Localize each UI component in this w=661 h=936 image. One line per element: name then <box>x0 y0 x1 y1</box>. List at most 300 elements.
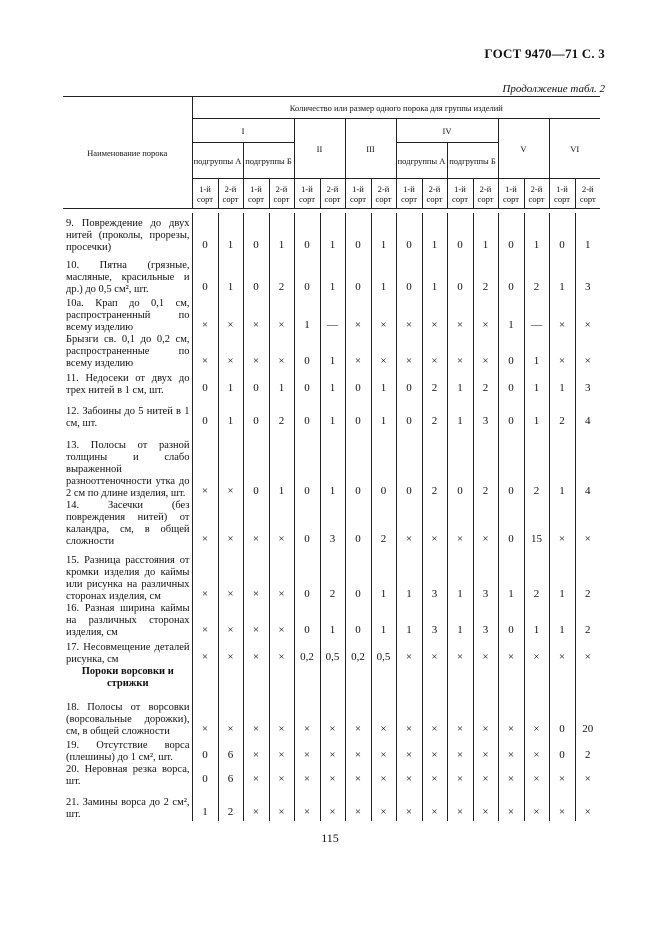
value-cell: 1 <box>320 213 345 254</box>
subgroup-B-header: подгруппы Б <box>243 143 294 179</box>
value-cell: × <box>422 296 447 334</box>
table-row <box>63 254 600 296</box>
value-cell: × <box>320 738 345 764</box>
value-cell: 0 <box>447 213 473 254</box>
table-row <box>63 213 600 254</box>
value-cell: 2 <box>549 397 575 430</box>
value-cell: 2 <box>320 548 345 603</box>
value-cell: 3 <box>422 603 447 639</box>
value-cell: × <box>498 764 524 788</box>
value-cell: × <box>371 788 396 821</box>
value-cell: × <box>473 334 498 370</box>
value-cell: 0 <box>549 213 575 254</box>
grade-2-header: 2-й сорт <box>320 179 345 209</box>
value-cell: 3 <box>575 254 600 296</box>
value-cell: × <box>192 639 218 666</box>
table-row <box>63 500 600 548</box>
value-cell: 3 <box>473 603 498 639</box>
value-cell: × <box>269 548 294 603</box>
defect-name: Брызги св. 0,1 до 0,2 см, распространенные по всему изделию <box>66 334 190 369</box>
value-cell: 0 <box>396 254 422 296</box>
value-cell: × <box>549 500 575 548</box>
document-title: ГОСТ 9470—71 С. 3 <box>484 46 605 61</box>
defect-name: 10а. Крап до 0,1 см, распространенный по всему изделию <box>66 298 190 333</box>
value-cell: — <box>320 296 345 334</box>
value-cell: 0 <box>243 370 269 397</box>
value-cell: 1 <box>396 603 422 639</box>
value-cell: 0 <box>447 430 473 500</box>
value-cell: × <box>371 334 396 370</box>
value-cell: 3 <box>473 397 498 430</box>
value-cell: 0 <box>498 254 524 296</box>
value-cell: 2 <box>575 738 600 764</box>
defect-name: 12. Забоины до 5 нитей в 1 см, шт. <box>66 406 190 429</box>
value-cell: × <box>218 296 243 334</box>
value-cell: 2 <box>473 430 498 500</box>
grade-2-header: 2-й сорт <box>218 179 243 209</box>
value-cell: × <box>447 702 473 738</box>
value-cell: 4 <box>575 430 600 500</box>
value-cell: 0 <box>294 500 320 548</box>
value-cell: 1 <box>371 370 396 397</box>
value-cell: 0 <box>498 370 524 397</box>
subgroup-A-header: подгруппы А <box>396 143 447 179</box>
grade-2-header: 2-й сорт <box>575 179 600 209</box>
value-cell: 2 <box>575 548 600 603</box>
grade-1-header: 1-й сорт <box>243 179 269 209</box>
value-cell: × <box>447 500 473 548</box>
empty-cell <box>192 666 218 702</box>
value-cell: 1 <box>524 213 549 254</box>
value-cell: × <box>396 738 422 764</box>
table-row <box>63 334 600 370</box>
value-cell: 0 <box>192 370 218 397</box>
table-row <box>63 639 600 666</box>
table-row <box>63 296 600 334</box>
grade-1-header: 1-й сорт <box>447 179 473 209</box>
value-cell: 1 <box>218 254 243 296</box>
value-cell: 1 <box>524 603 549 639</box>
value-cell: × <box>524 639 549 666</box>
value-cell: × <box>524 764 549 788</box>
value-cell: × <box>218 430 243 500</box>
value-cell: 2 <box>269 254 294 296</box>
empty-cell <box>269 666 294 702</box>
value-cell: 1 <box>549 548 575 603</box>
value-cell: 2 <box>575 603 600 639</box>
value-cell: × <box>243 764 269 788</box>
value-cell: 1 <box>447 603 473 639</box>
value-cell: × <box>447 788 473 821</box>
value-cell: × <box>396 702 422 738</box>
value-cell: × <box>218 548 243 603</box>
value-cell: 1 <box>320 370 345 397</box>
value-cell: × <box>575 296 600 334</box>
value-cell: 6 <box>218 738 243 764</box>
value-cell: × <box>473 788 498 821</box>
value-cell: 1 <box>218 213 243 254</box>
value-cell: 1 <box>218 397 243 430</box>
value-cell: 1 <box>447 370 473 397</box>
value-cell: 1 <box>269 370 294 397</box>
value-cell: 2 <box>422 370 447 397</box>
value-cell: 1 <box>524 370 549 397</box>
value-cell: 2 <box>422 430 447 500</box>
empty-cell <box>422 666 447 702</box>
value-cell: 0 <box>345 548 371 603</box>
value-cell: × <box>269 738 294 764</box>
value-cell: × <box>320 788 345 821</box>
grade-1-header: 1-й сорт <box>498 179 524 209</box>
subgroup-A-header: подгруппы А <box>192 143 243 179</box>
section-heading: Пороки ворсовки и стрижки <box>81 666 174 689</box>
value-cell: 0 <box>192 738 218 764</box>
value-cell: 2 <box>524 430 549 500</box>
value-cell: × <box>447 296 473 334</box>
value-cell: 0 <box>396 370 422 397</box>
value-cell: 0 <box>294 213 320 254</box>
value-cell: × <box>345 764 371 788</box>
value-cell: × <box>294 702 320 738</box>
grade-2-header: 2-й сорт <box>269 179 294 209</box>
group-quantity-header: Количество или размер одного порока для группы изделий <box>192 97 600 119</box>
value-cell: 0 <box>294 430 320 500</box>
defect-name: 19. Отсутствие ворса (плешины) до 1 см², шт. <box>66 740 190 763</box>
value-cell: 1 <box>524 397 549 430</box>
grade-2-header: 2-й сорт <box>473 179 498 209</box>
value-cell: 15 <box>524 500 549 548</box>
value-cell: × <box>549 334 575 370</box>
value-cell: × <box>345 334 371 370</box>
value-cell: 0 <box>192 764 218 788</box>
value-cell: 20 <box>575 702 600 738</box>
value-cell: 1 <box>320 397 345 430</box>
value-cell: 0 <box>192 213 218 254</box>
value-cell: 0 <box>498 213 524 254</box>
value-cell: 1 <box>549 603 575 639</box>
group-II-header: II <box>294 119 345 179</box>
value-cell: × <box>269 334 294 370</box>
value-cell: × <box>371 702 396 738</box>
value-cell: × <box>192 334 218 370</box>
value-cell: × <box>396 788 422 821</box>
empty-cell <box>371 666 396 702</box>
page-number: 115 <box>321 831 339 845</box>
value-cell: 3 <box>422 548 447 603</box>
value-cell: 0,5 <box>371 639 396 666</box>
value-cell: × <box>396 764 422 788</box>
value-cell: 6 <box>218 764 243 788</box>
value-cell: 2 <box>371 500 396 548</box>
value-cell: 1 <box>498 296 524 334</box>
value-cell: 0 <box>345 254 371 296</box>
value-cell: × <box>549 639 575 666</box>
value-cell: × <box>294 764 320 788</box>
value-cell: × <box>192 500 218 548</box>
value-cell: × <box>549 296 575 334</box>
empty-cell <box>345 666 371 702</box>
empty-cell <box>243 666 269 702</box>
value-cell: × <box>269 788 294 821</box>
empty-cell <box>524 666 549 702</box>
grade-1-header: 1-й сорт <box>549 179 575 209</box>
value-cell: × <box>243 334 269 370</box>
value-cell: × <box>447 738 473 764</box>
value-cell: × <box>320 702 345 738</box>
empty-cell <box>473 666 498 702</box>
table-row <box>63 764 600 788</box>
value-cell: 1 <box>320 254 345 296</box>
group-I-header: I <box>192 119 294 143</box>
value-cell: × <box>422 738 447 764</box>
value-cell: 1 <box>396 548 422 603</box>
value-cell: 1 <box>269 213 294 254</box>
value-cell: 1 <box>320 334 345 370</box>
group-V-header: V <box>498 119 549 179</box>
value-cell: × <box>269 296 294 334</box>
value-cell: × <box>218 639 243 666</box>
value-cell: 3 <box>320 500 345 548</box>
value-cell: × <box>396 296 422 334</box>
value-cell: 0 <box>396 430 422 500</box>
value-cell: 2 <box>524 548 549 603</box>
value-cell: × <box>269 603 294 639</box>
value-cell: 0 <box>345 213 371 254</box>
value-cell: 1 <box>524 334 549 370</box>
empty-cell <box>294 666 320 702</box>
value-cell: × <box>371 738 396 764</box>
value-cell: × <box>473 296 498 334</box>
empty-cell <box>498 666 524 702</box>
value-cell: 2 <box>422 397 447 430</box>
grade-2-header: 2-й сорт <box>371 179 396 209</box>
value-cell: × <box>269 764 294 788</box>
value-cell: 0 <box>549 738 575 764</box>
defect-name: 18. Полосы от ворсовки (ворсовальные дорожки), см, в общей сложности <box>66 702 190 737</box>
value-cell: 0 <box>396 213 422 254</box>
value-cell: × <box>524 738 549 764</box>
value-cell: × <box>243 788 269 821</box>
value-cell: × <box>473 738 498 764</box>
value-cell: 0 <box>192 397 218 430</box>
value-cell: × <box>371 296 396 334</box>
grade-1-header: 1-й сорт <box>345 179 371 209</box>
value-cell: 1 <box>447 548 473 603</box>
defects-table <box>63 96 600 821</box>
value-cell: 0 <box>396 397 422 430</box>
value-cell: 3 <box>473 548 498 603</box>
empty-cell <box>396 666 422 702</box>
value-cell: × <box>192 296 218 334</box>
value-cell: × <box>243 639 269 666</box>
value-cell: 0,2 <box>294 639 320 666</box>
table-row <box>63 548 600 603</box>
value-cell: × <box>498 738 524 764</box>
value-cell: 1 <box>549 430 575 500</box>
table-continuation-label: Продолжение табл. 2 <box>502 83 605 95</box>
empty-cell <box>218 666 243 702</box>
defect-name: 10. Пятна (грязные, масляные, красильные и др.) до 0,5 см², шт. <box>66 260 190 295</box>
value-cell: × <box>422 788 447 821</box>
empty-cell <box>320 666 345 702</box>
value-cell: 1 <box>294 296 320 334</box>
defect-name: 17. Несовмещение деталей рисунка, см <box>66 642 190 665</box>
value-cell: 0 <box>243 397 269 430</box>
value-cell: × <box>524 702 549 738</box>
value-cell: 0 <box>294 254 320 296</box>
value-cell: 2 <box>473 254 498 296</box>
value-cell: × <box>473 500 498 548</box>
value-cell: × <box>422 334 447 370</box>
value-cell: × <box>294 738 320 764</box>
value-cell: × <box>243 296 269 334</box>
value-cell: × <box>422 702 447 738</box>
value-cell: × <box>575 500 600 548</box>
value-cell: 0 <box>243 430 269 500</box>
value-cell: 1 <box>422 254 447 296</box>
value-cell: 0,2 <box>345 639 371 666</box>
value-cell: 0 <box>498 397 524 430</box>
defect-name: 20. Неровная резка ворса, шт. <box>66 764 190 787</box>
table-row <box>63 370 600 397</box>
value-cell: × <box>371 764 396 788</box>
value-cell: 0,5 <box>320 639 345 666</box>
value-cell: 0 <box>345 397 371 430</box>
value-cell: 0 <box>498 430 524 500</box>
value-cell: × <box>345 296 371 334</box>
value-cell: 0 <box>294 334 320 370</box>
value-cell: 0 <box>549 702 575 738</box>
value-cell: × <box>243 702 269 738</box>
value-cell: 1 <box>371 213 396 254</box>
grade-2-header: 2-й сорт <box>422 179 447 209</box>
value-cell: × <box>218 500 243 548</box>
table-row <box>63 603 600 639</box>
value-cell: 1 <box>498 548 524 603</box>
value-cell: × <box>218 702 243 738</box>
value-cell: × <box>396 639 422 666</box>
table-row <box>63 397 600 430</box>
table-row <box>63 738 600 764</box>
empty-cell <box>575 666 600 702</box>
defect-name: 21. Замины ворса до 2 см², шт. <box>66 797 190 820</box>
value-cell: 1 <box>549 254 575 296</box>
subgroup-B-header: подгруппы Б <box>447 143 498 179</box>
empty-cell <box>549 666 575 702</box>
defect-name: 16. Разная ширина каймы на различных сторонах изделия, см <box>66 603 190 638</box>
value-cell: × <box>447 334 473 370</box>
defect-name: 14. Засечки (без повреждения нитей) от каландра, см, в общей сложности <box>66 500 190 547</box>
value-cell: 0 <box>294 603 320 639</box>
grade-2-header: 2-й сорт <box>524 179 549 209</box>
value-cell: × <box>243 603 269 639</box>
value-cell: 2 <box>473 370 498 397</box>
value-cell: 0 <box>345 430 371 500</box>
value-cell: × <box>345 738 371 764</box>
table-row <box>63 430 600 500</box>
value-cell: × <box>269 639 294 666</box>
value-cell: × <box>498 788 524 821</box>
empty-cell <box>447 666 473 702</box>
value-cell: × <box>192 702 218 738</box>
value-cell: 0 <box>345 603 371 639</box>
value-cell: 0 <box>243 254 269 296</box>
group-III-header: III <box>345 119 396 179</box>
defect-name: 11. Недосеки от двух до трех нитей в 1 см, шт. <box>66 373 190 396</box>
value-cell: 3 <box>575 370 600 397</box>
value-cell: 4 <box>575 397 600 430</box>
value-cell: × <box>498 702 524 738</box>
value-cell: 1 <box>371 603 396 639</box>
value-cell: 1 <box>218 370 243 397</box>
value-cell: × <box>473 764 498 788</box>
value-cell: 0 <box>498 603 524 639</box>
value-cell: × <box>422 500 447 548</box>
value-cell: 0 <box>447 254 473 296</box>
defect-name: 13. Полосы от разной толщины и слабо выраженной разнооттеночности утка до 2 см по длине изделия, шт. <box>66 440 190 499</box>
value-cell: × <box>549 764 575 788</box>
value-cell: 0 <box>498 500 524 548</box>
value-cell: 2 <box>269 397 294 430</box>
value-cell: × <box>396 500 422 548</box>
value-cell: × <box>498 639 524 666</box>
table-row <box>63 788 600 821</box>
value-cell: 0 <box>192 254 218 296</box>
value-cell: 0 <box>371 430 396 500</box>
value-cell: × <box>575 334 600 370</box>
value-cell: × <box>345 702 371 738</box>
value-cell: 0 <box>294 370 320 397</box>
grade-1-header: 1-й сорт <box>294 179 320 209</box>
grade-1-header: 1-й сорт <box>396 179 422 209</box>
defect-name: 15. Разница расстояния от кромки изделия до каймы или рисунка на различных сторонах изделия, см <box>66 555 190 602</box>
value-cell: × <box>422 764 447 788</box>
value-cell: 1 <box>269 430 294 500</box>
value-cell: × <box>575 788 600 821</box>
value-cell: 0 <box>294 548 320 603</box>
value-cell: × <box>524 788 549 821</box>
value-cell: × <box>218 334 243 370</box>
value-cell: × <box>269 702 294 738</box>
value-cell: × <box>269 500 294 548</box>
value-cell: × <box>447 764 473 788</box>
value-cell: 2 <box>218 788 243 821</box>
value-cell: — <box>524 296 549 334</box>
value-cell: × <box>192 548 218 603</box>
value-cell: × <box>243 548 269 603</box>
value-cell: × <box>473 702 498 738</box>
value-cell: × <box>218 603 243 639</box>
value-cell: × <box>243 738 269 764</box>
value-cell: 1 <box>320 430 345 500</box>
value-cell: × <box>192 603 218 639</box>
defect-name-header: Наименование порока <box>63 97 192 209</box>
value-cell: 1 <box>575 213 600 254</box>
value-cell: 1 <box>371 254 396 296</box>
value-cell: 0 <box>498 334 524 370</box>
defect-name: 9. Повреждение до двух нитей (проколы, прорезы, просечки) <box>66 218 190 253</box>
value-cell: × <box>422 639 447 666</box>
value-cell: × <box>575 639 600 666</box>
value-cell: × <box>447 639 473 666</box>
value-cell: 1 <box>192 788 218 821</box>
value-cell: × <box>243 500 269 548</box>
value-cell: × <box>320 764 345 788</box>
value-cell: 1 <box>371 397 396 430</box>
value-cell: × <box>575 764 600 788</box>
value-cell: 0 <box>345 370 371 397</box>
value-cell: 1 <box>473 213 498 254</box>
